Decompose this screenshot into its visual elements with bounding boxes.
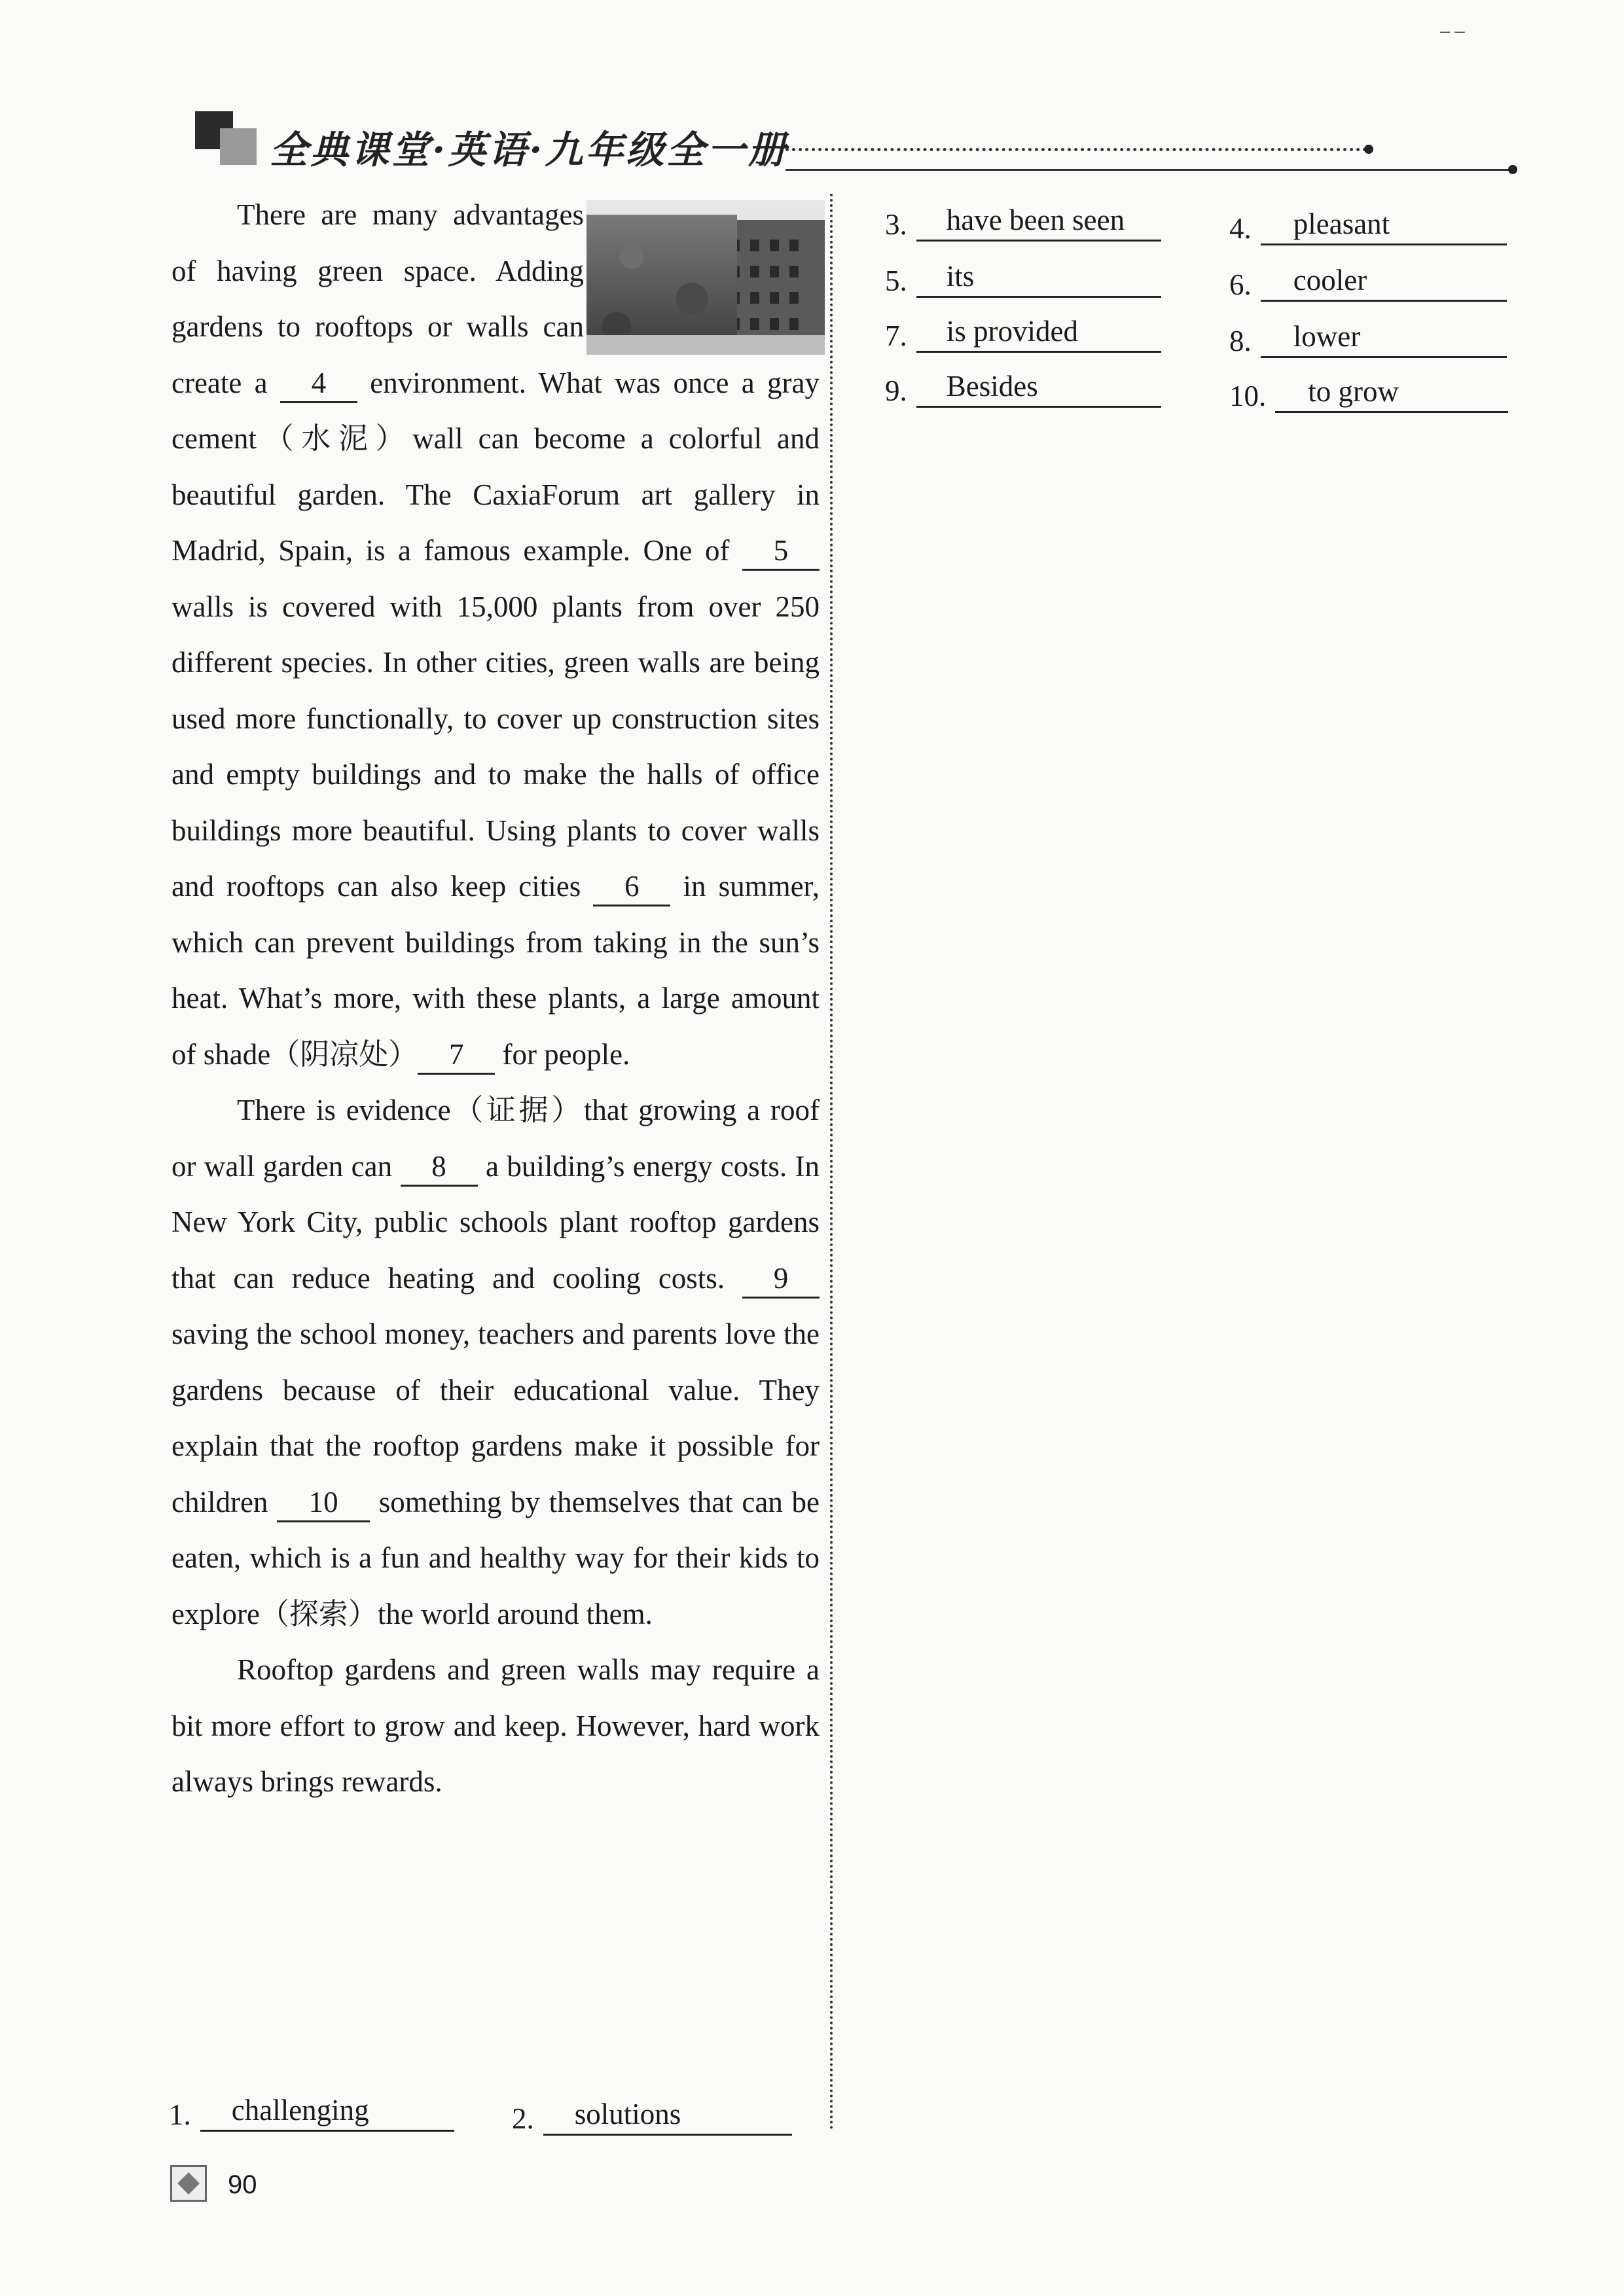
paragraph-3: Rooftop gardens and green walls may require a bit more effort to grow and keep. However, hard work always brings rewards. [171, 1653, 820, 1798]
answer-6: 6. cooler [1229, 260, 1507, 302]
header-dot-ornament [1364, 145, 1373, 154]
answer-9: 9. Besides [885, 367, 1161, 408]
answer-5: 5. its [885, 257, 1161, 298]
corner-marks: – – [1440, 20, 1465, 41]
blank-8: 8 [401, 1148, 478, 1187]
header-title: 全典课堂·英语·九年级全一册 [270, 128, 789, 172]
header-solid-rule [785, 169, 1512, 171]
answer-2: 2. solutions [512, 2094, 792, 2136]
blank-7: 7 [418, 1036, 495, 1075]
header-dotted-rule [785, 148, 1367, 151]
blank-9: 9 [742, 1260, 820, 1299]
blank-4: 4 [280, 365, 357, 403]
paragraph-2: There is evidence（证据）that growing a roof or wall garden can 8 a building’s energy costs. In New York City, public schools plant rooftop gardens that can reduce heating and cooling costs. 9 saving the school money, teachers and parents love the gardens because of their educational value. They explain that the rooftop gardens make it possible for children 10 something by themselves that can be eaten, which is a fun and healthy way for their kids to explore（探索）the world around them. [171, 1094, 820, 1630]
cloze-passage [171, 187, 820, 1810]
answer-8: 8. lower [1229, 317, 1507, 358]
answer-4: 4. pleasant [1229, 204, 1507, 245]
answer-1: 1. challenging [169, 2090, 454, 2132]
blank-10: 10 [277, 1484, 370, 1522]
column-divider [830, 194, 833, 2131]
header-logo-square-gray [220, 128, 257, 165]
answer-3: 3. have been seen [885, 200, 1161, 242]
header-line-ornament [1508, 165, 1517, 174]
blank-6: 6 [593, 868, 670, 906]
answer-10: 10. to grow [1229, 372, 1508, 413]
answer-7: 7. is provided [885, 312, 1161, 353]
paragraph-1: There are many advantages of having green space. Adding gardens to rooftops or walls can create a 4 environment. What was once a gray cement（水泥）wall can become a colorful and beautiful garden. The CaxiaForum art gallery in Madrid, Spain, is a famous example. One of 5 walls is covered with 15,000 plants from over 250 different species. In other cities, green walls are being used more functionally, to cover up construction sites and empty buildings and to make the halls of office buildings more beautiful. Using plants to cover walls and rooftops can also keep cities 6 in summer, which can prevent buildings from taking in the sun’s heat. What’s more, with these plants, a large amount of shade（阴凉处） 7 for people. [171, 187, 820, 1083]
page-number: 90 [228, 2170, 257, 2199]
blank-5: 5 [742, 532, 820, 571]
page-number-diamond-icon [170, 2165, 207, 2202]
